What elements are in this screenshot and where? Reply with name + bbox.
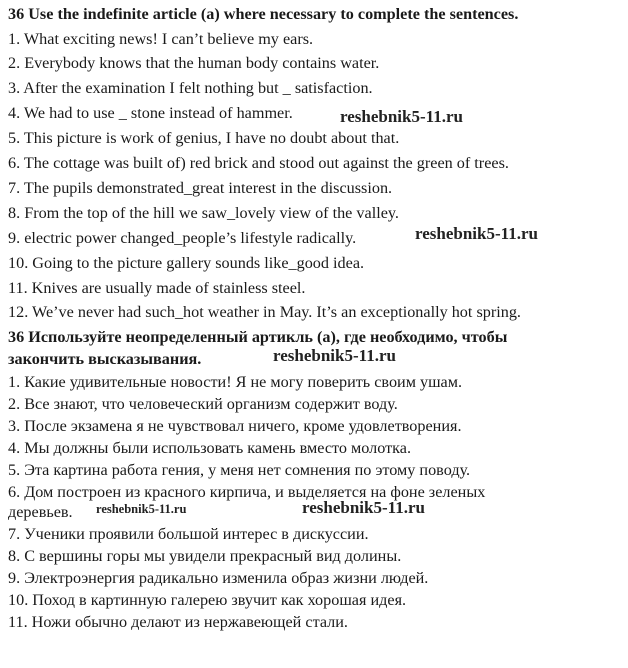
english-sentence-4: 4. We had to use _ stone instead of hammer. [8, 104, 293, 122]
english-sentence-9: 9. electric power changed_people’s lifestyle radically. [8, 229, 357, 247]
english-sentence-3: 3. After the examination I felt nothing but _ satisfaction. [8, 79, 373, 97]
english-sentence-12: 12. We’ve never had such_hot weather in May. It’s an exceptionally hot spring. [8, 303, 521, 321]
english-sentence-1: 1. What exciting news! I can’t believe my ears. [8, 30, 314, 48]
english-sentence-11: 11. Knives are usually made of stainless steel. [8, 279, 306, 297]
english-sentence-5: 5. This picture is work of genius, I have no doubt about that. [8, 129, 400, 147]
english-heading: 36 Use the indefinite article (a) where necessary to complete the sentences. [8, 5, 519, 23]
russian-sentence-2: 2. Все знают, что человеческий организм содержит воду. [8, 395, 398, 413]
russian-sentence-1: 1. Какие удивительные новости! Я не могу поверить своим ушам. [8, 373, 463, 391]
watermark-site: reshebnik5-11.ru [340, 107, 463, 126]
english-sentence-7: 7. The pupils demonstrated_great interest in the discussion. [8, 179, 393, 197]
russian-sentence-9: 9. Электроэнергия радикально изменила образ жизни людей. [8, 569, 429, 587]
russian-sentence-6-continued: деревьев. [8, 503, 73, 521]
watermark-site: reshebnik5-11.ru [415, 224, 538, 243]
watermark-site: reshebnik5-11.ru [96, 502, 187, 516]
english-sentence-6: 6. The cottage was built of) red brick and stood out against the green of trees. [8, 154, 509, 172]
russian-sentence-8: 8. С вершины горы мы увидели прекрасный вид долины. [8, 547, 402, 565]
english-sentence-10: 10. Going to the picture gallery sounds like_good idea. [8, 254, 365, 272]
russian-heading-line-1: 36 Используйте неопределенный артикль (а), где необходимо, чтобы [8, 328, 508, 346]
watermark-site: reshebnik5-11.ru [273, 346, 396, 365]
russian-sentence-5: 5. Эта картина работа гения, у меня нет сомнения по этому поводу. [8, 461, 471, 479]
russian-sentence-7: 7. Ученики проявили большой интерес в дискуссии. [8, 525, 369, 543]
english-sentence-2: 2. Everybody knows that the human body contains water. [8, 54, 380, 72]
russian-heading-line-2: закончить высказывания. [8, 350, 202, 368]
russian-sentence-10: 10. Поход в картинную галерею звучит как хорошая идея. [8, 591, 407, 609]
russian-sentence-3: 3. После экзамена я не чувствовал ничего, кроме удовлетворения. [8, 417, 462, 435]
russian-sentence-4: 4. Мы должны были использовать камень вместо молотка. [8, 439, 412, 457]
english-sentence-8: 8. From the top of the hill we saw_lovely view of the valley. [8, 204, 399, 222]
russian-sentence-6: 6. Дом построен из красного кирпича, и выделяется на фоне зеленых [8, 483, 486, 501]
russian-sentence-11: 11. Ножи обычно делают из нержавеющей стали. [8, 613, 348, 631]
watermark-site: reshebnik5-11.ru [302, 498, 425, 517]
